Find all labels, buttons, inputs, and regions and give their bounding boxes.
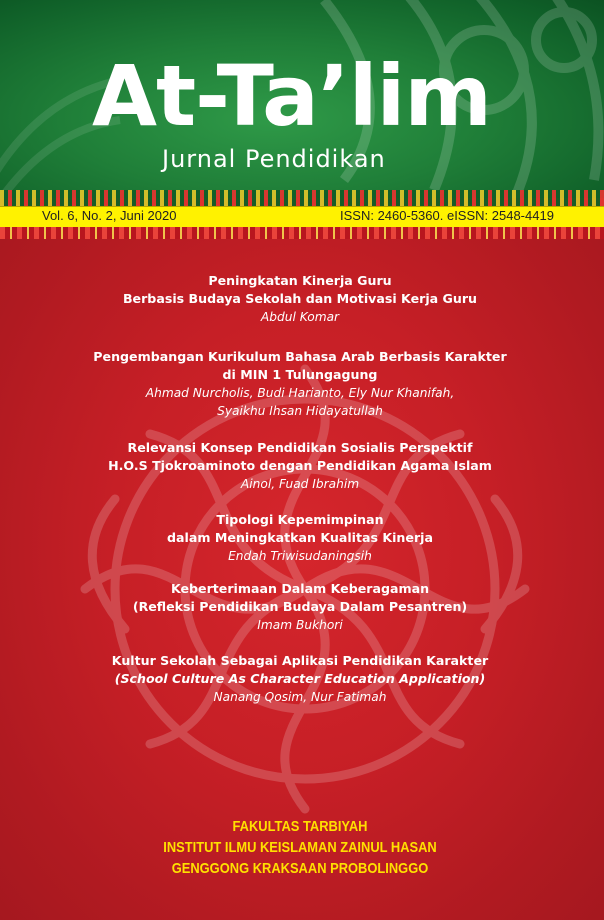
article-entry bbox=[60, 272, 540, 326]
issue-info: Vol. 6, No. 2, Juni 2020 bbox=[42, 208, 177, 223]
article-title-line: dalam Meningkatkan Kualitas Kinerja bbox=[167, 530, 433, 545]
article-title-line: Keberterimaan Dalam Keberagaman bbox=[170, 581, 430, 596]
article-title-line: Peningkatan Kinerja Guru bbox=[208, 273, 392, 288]
article-entry bbox=[60, 511, 540, 565]
article-title-line: Kultur Sekolah Sebagai Aplikasi Pendidikan Karakter bbox=[111, 653, 489, 668]
publisher-institute: INSTITUT ILMU KEISLAMAN ZAINUL HASAN bbox=[163, 839, 437, 856]
decorative-border-top bbox=[0, 190, 604, 206]
cover-header bbox=[0, 0, 604, 198]
article-authors: Ahmad Nurcholis, Budi Harianto, Ely Nur Khanifah, bbox=[145, 386, 455, 400]
journal-title: At-Ta’lim bbox=[92, 47, 491, 145]
article-title-line: Tipologi Kepemimpinan bbox=[216, 512, 384, 527]
article-entry bbox=[60, 348, 540, 420]
article-entry bbox=[60, 439, 540, 493]
article-entry bbox=[60, 580, 540, 634]
article-title-line: (Refleksi Pendidikan Budaya Dalam Pesantren) bbox=[132, 599, 468, 614]
issn-info: ISSN: 2460-5360. eISSN: 2548-4419 bbox=[340, 208, 554, 223]
article-title-line: H.O.S Tjokroaminoto dengan Pendidikan Agama Islam bbox=[108, 458, 492, 473]
article-authors: Syaikhu Ihsan Hidayatullah bbox=[217, 404, 383, 418]
article-authors: Imam Bukhori bbox=[257, 618, 343, 632]
publisher-faculty: FAKULTAS TARBIYAH bbox=[232, 818, 368, 835]
article-title-line: Relevansi Konsep Pendidikan Sosialis Perspektif bbox=[127, 440, 473, 455]
journal-subtitle: Jurnal Pendidikan bbox=[162, 145, 386, 173]
decorative-border-bottom bbox=[0, 227, 604, 239]
article-authors: Abdul Komar bbox=[260, 310, 340, 324]
article-subtitle-italic: (School Culture As Character Education Application) bbox=[114, 671, 486, 686]
article-authors: Ainol, Fuad Ibrahim bbox=[240, 477, 360, 491]
article-authors: Nanang Qosim, Nur Fatimah bbox=[213, 690, 387, 704]
article-authors: Endah Triwisudaningsih bbox=[228, 549, 372, 563]
publisher-block bbox=[94, 816, 507, 879]
publisher-location: GENGGONG KRAKSAAN PROBOLINGGO bbox=[171, 860, 429, 877]
article-entry bbox=[60, 652, 540, 706]
article-title-line: Pengembangan Kurikulum Bahasa Arab Berbasis Karakter bbox=[93, 349, 507, 364]
article-title-line: Berbasis Budaya Sekolah dan Motivasi Kerja Guru bbox=[122, 291, 478, 306]
article-title-line: di MIN 1 Tulungagung bbox=[222, 367, 378, 382]
